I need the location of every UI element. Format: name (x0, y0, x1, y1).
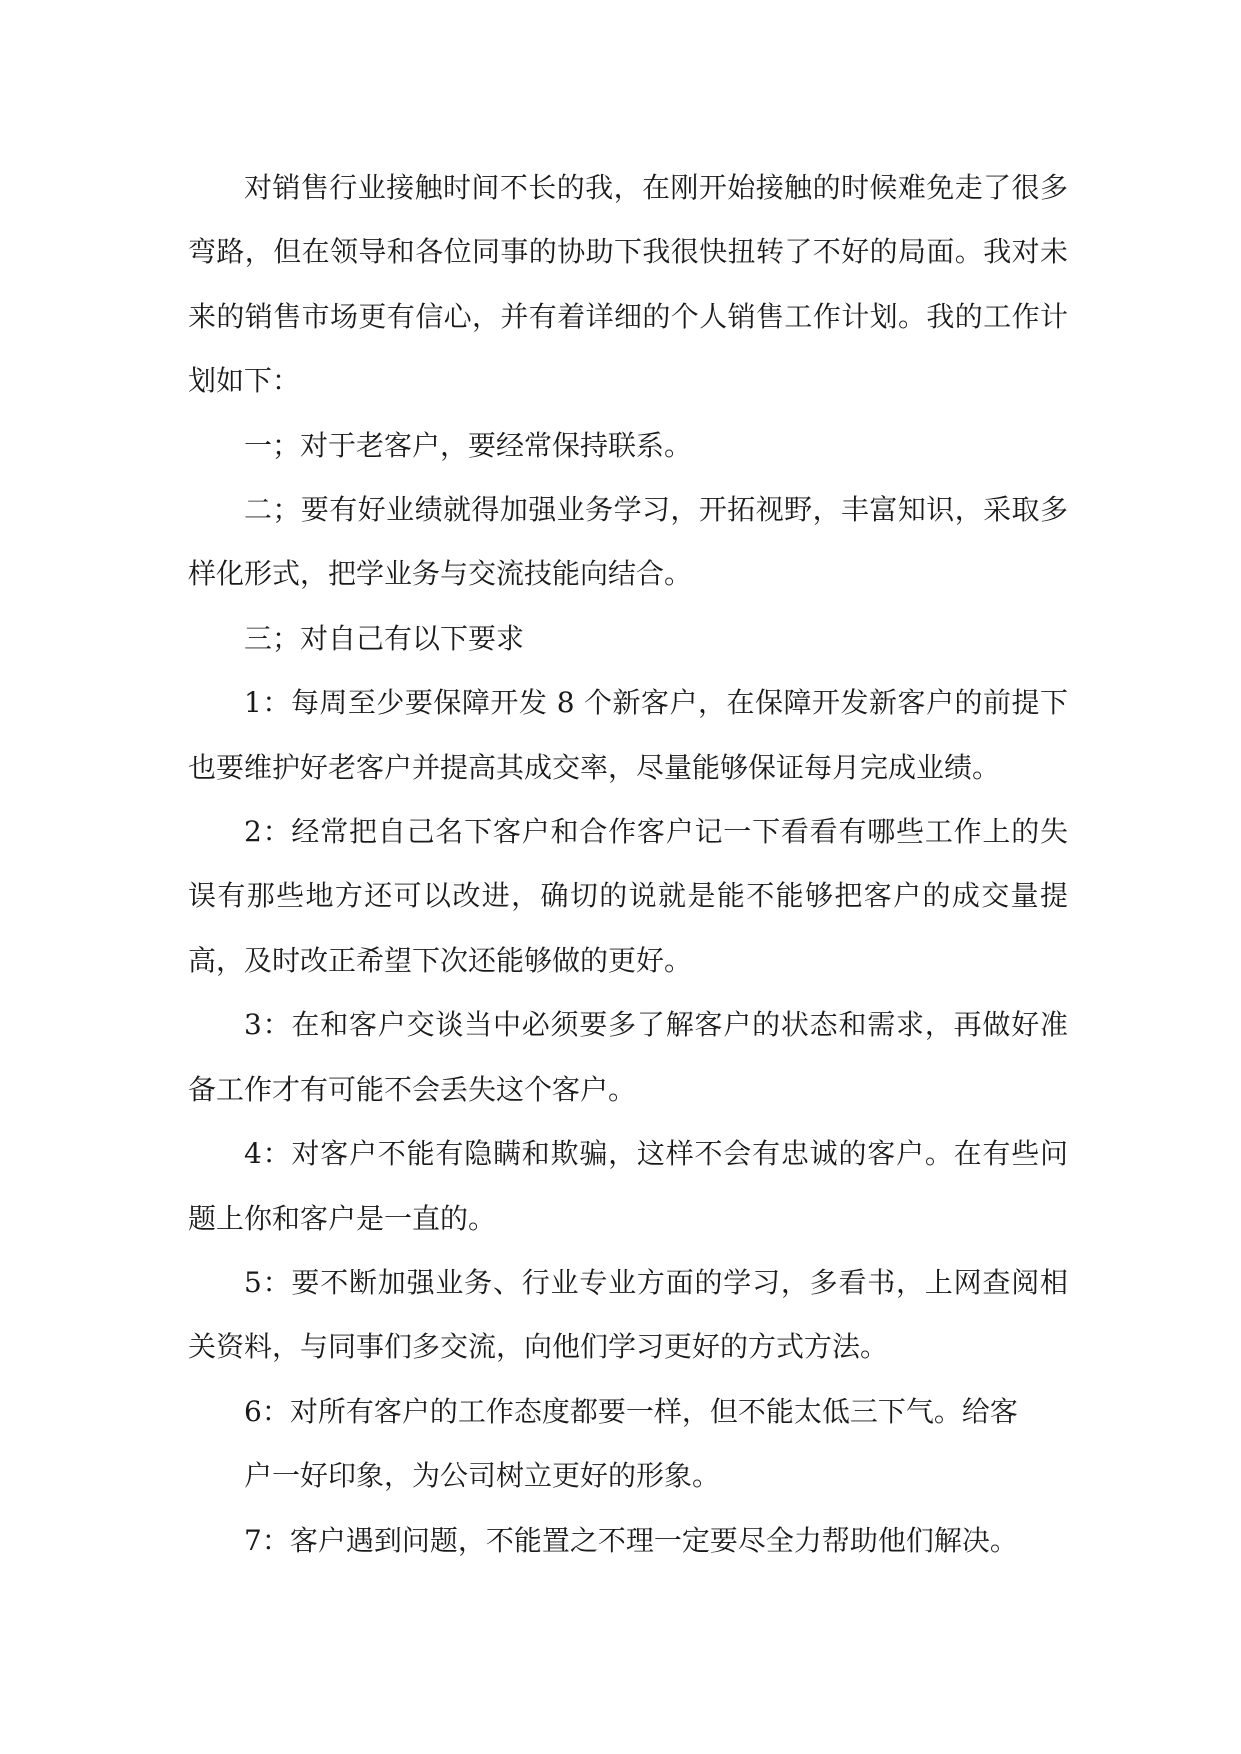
paragraph-requirement-6: 6：对所有客户的工作态度都要一样，但不能太低三下气。给客 (244, 1394, 1018, 1428)
paragraph-requirement-4: 4：对客户不能有隐瞒和欺骗，这样不会有忠诚的客户。在有些问题上你和客户是一直的。 (188, 1137, 1068, 1235)
paragraph-intro: 对销售行业接触时间不长的我，在刚开始接触的时候难免走了很多弯路，但在领导和各位同事的协助下我很快扭转了不好的局面。我对未来的销售市场更有信心，并有着详细的个人销售工作计划。我的工作计划如下： (188, 171, 1068, 398)
paragraph-requirement-7: 7：客户遇到问题，不能置之不理一定要尽全力帮助他们解决。 (244, 1523, 1018, 1557)
document-body (188, 156, 1068, 1573)
paragraph-requirement-1: 1：每周至少要保障开发 8 个新客户，在保障开发新客户的前提下也要维护好老客户并提高其成交率，尽量能够保证每月完成业绩。 (188, 686, 1068, 784)
paragraph-item-3: 三；对自己有以下要求 (244, 621, 525, 655)
paragraph-item-2: 二；要有好业绩就得加强业务学习，开拓视野，丰富知识，采取多样化形式，把学业务与交流技能向结合。 (188, 493, 1068, 591)
paragraph-requirement-5: 5：要不断加强业务、行业专业方面的学习，多看书，上网查阅相关资料，与同事们多交流，向他们学习更好的方式方法。 (188, 1265, 1068, 1364)
paragraph-item-1: 一；对于老客户，要经常保持联系。 (244, 428, 693, 462)
paragraph-requirement-3: 3：在和客户交谈当中必须要多了解客户的状态和需求，再做好准备工作才有可能不会丢失这个客户。 (188, 1008, 1068, 1106)
paragraph-requirement-2: 2：经常把自己名下客户和合作客户记一下看看有哪些工作上的失误有那些地方还可以改进，确切的说就是能不能够把客户的成交量提高，及时改正希望下次还能够做的更好。 (188, 815, 1068, 977)
paragraph-requirement-6-continued: 户一好印象，为公司树立更好的形象。 (244, 1459, 721, 1493)
